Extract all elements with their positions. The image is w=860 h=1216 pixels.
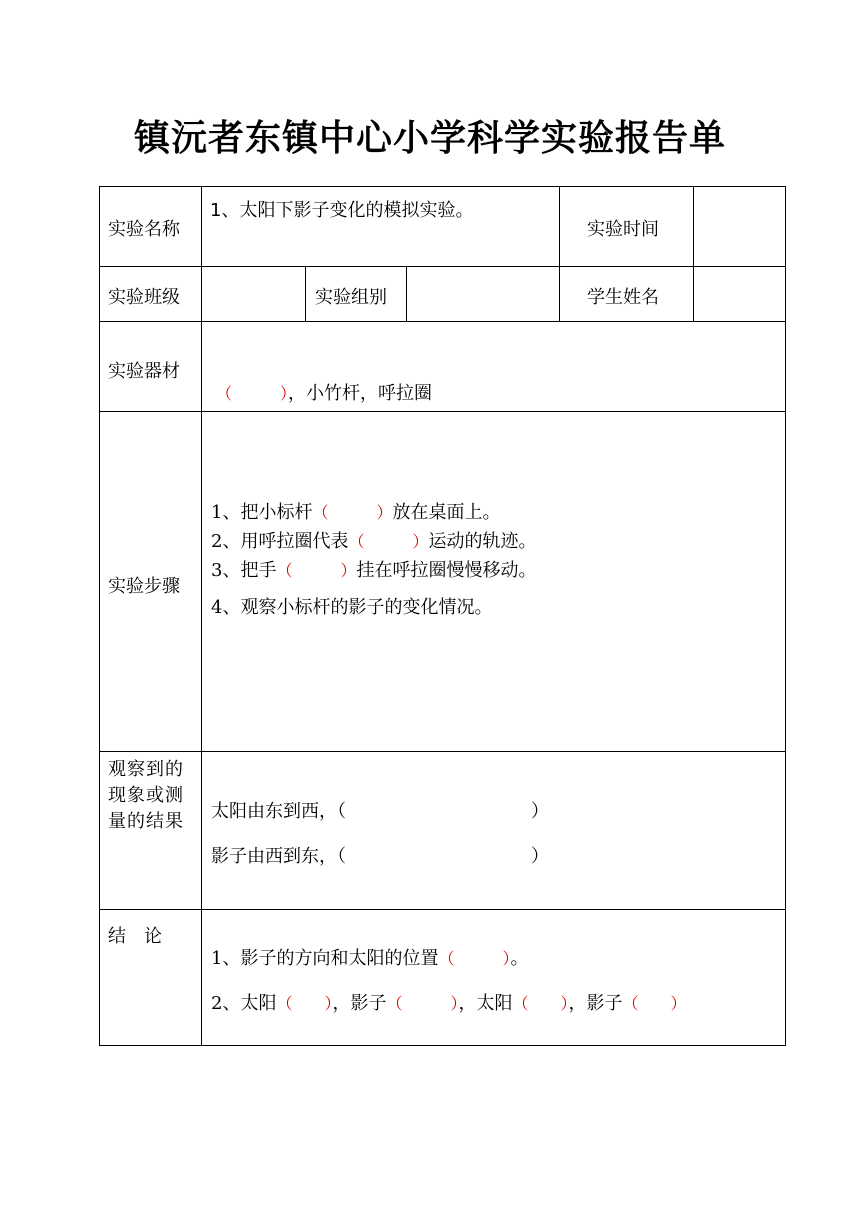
conclusion-line-2 [211, 989, 687, 1015]
conclusion-text: 1、影子的方向和太阳的位置 [211, 948, 439, 969]
conclusion-blank[interactable]: （ ） [276, 994, 333, 1013]
conclusion-blank[interactable]: （ ） [386, 994, 459, 1013]
observation-close: ） [531, 801, 549, 822]
label-observed-3: 量的结果 [108, 811, 184, 832]
step-text: 放在桌面上。 [392, 502, 501, 523]
step-text: 挂在呼拉圈慢慢移动。 [356, 560, 537, 581]
experiment-time-field[interactable] [694, 187, 785, 266]
experiment-name-value: 1、太阳下影子变化的模拟实验。 [210, 200, 474, 221]
materials-rest: ，小竹杆，呼拉圈 [288, 383, 433, 404]
observation-item [211, 797, 549, 823]
step-text: 3、把手 [211, 560, 277, 581]
observation-text: 太阳由东到西，（ [211, 801, 346, 822]
observation-text: 影子由西到东，（ [211, 846, 346, 867]
page-title: 镇沅者东镇中心小学科学实验报告单 [133, 118, 726, 159]
class-field[interactable] [202, 267, 305, 321]
step-blank[interactable]: （ ） [276, 561, 357, 580]
conclusion-blank[interactable]: （ ） [438, 949, 511, 968]
observation-item [211, 842, 549, 868]
label-experiment-name: 实验名称 [108, 219, 180, 240]
step-item [211, 527, 536, 553]
label-class: 实验班级 [108, 287, 180, 308]
conclusion-blank[interactable]: （ ） [622, 994, 687, 1013]
step-text: 2、用呼拉圈代表 [211, 531, 349, 552]
conclusion-text: ，太阳 [458, 993, 513, 1014]
conclusion-text: ，影子 [568, 993, 623, 1014]
step-blank[interactable]: （ ） [348, 532, 429, 551]
step-text: 4、观察小标杆的影子的变化情况。 [211, 597, 493, 618]
label-student-name: 学生姓名 [587, 287, 659, 308]
step-item [211, 556, 536, 582]
step-item [211, 498, 500, 524]
label-group: 实验组别 [315, 287, 387, 308]
conclusion-text: 2、太阳 [211, 993, 277, 1014]
step-text: 1、把小标杆 [211, 502, 313, 523]
conclusion-text: 。 [510, 948, 529, 969]
conclusion-line-1 [211, 944, 528, 970]
step-text: 运动的轨迹。 [428, 531, 537, 552]
label-experiment-time: 实验时间 [587, 219, 659, 240]
step-item [211, 593, 492, 619]
label-conclusion: 结 论 [108, 926, 162, 947]
group-field[interactable] [407, 267, 559, 321]
label-steps: 实验步骤 [108, 576, 180, 597]
step-blank[interactable]: （ ） [312, 503, 393, 522]
label-observed-1: 观察到的 [108, 759, 184, 780]
label-observed-2: 现象或测 [108, 785, 184, 806]
label-materials: 实验器材 [108, 361, 180, 382]
materials-line [216, 379, 432, 405]
student-name-field[interactable] [694, 267, 785, 321]
conclusion-text: ，影子 [332, 993, 387, 1014]
conclusion-blank[interactable]: （ ） [512, 994, 569, 1013]
observation-close: ） [531, 846, 549, 867]
materials-blank[interactable]: （ ） [216, 384, 289, 403]
